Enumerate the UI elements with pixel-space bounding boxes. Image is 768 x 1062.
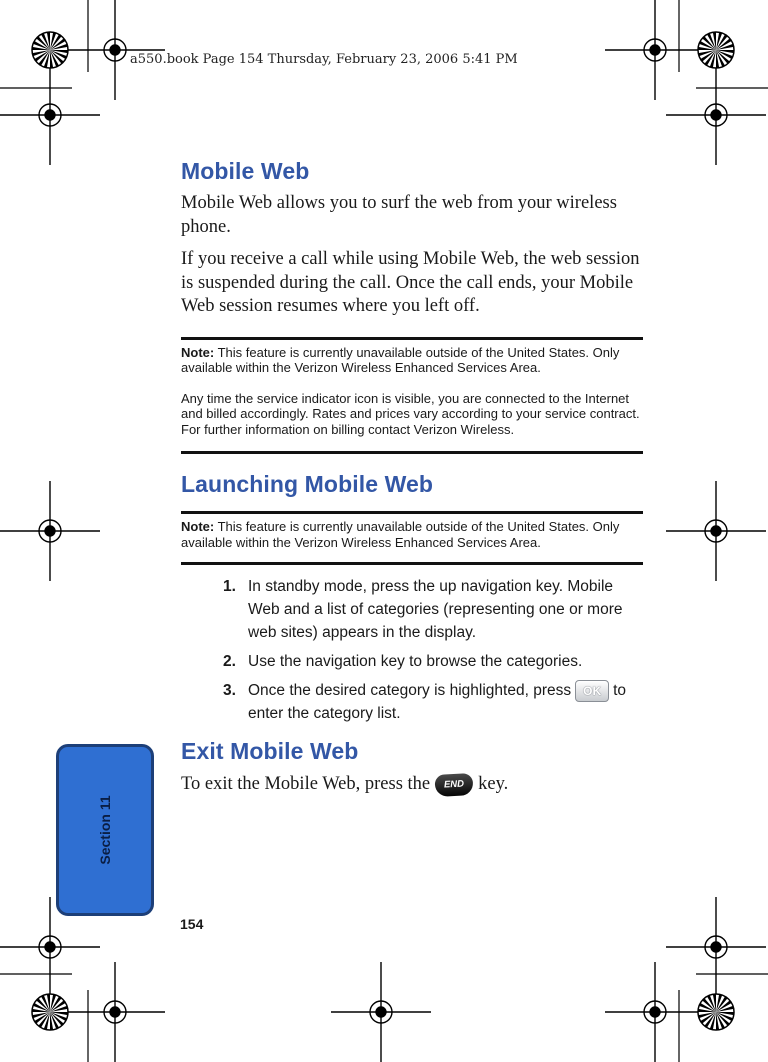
step-text: Once the desired category is highlighted, press (248, 682, 572, 699)
note-box-availability (181, 511, 643, 565)
heading-mobile-web: Mobile Web (181, 158, 310, 184)
end-key-icon: END (435, 773, 474, 797)
registration-crosshair (331, 962, 431, 1062)
ok-key-icon: OK (575, 680, 609, 702)
exit-text-end: key. (478, 774, 509, 794)
list-item (181, 679, 643, 725)
registration-crosshair (666, 65, 766, 165)
note-label: Note: (181, 519, 215, 534)
exit-text: To exit the Mobile Web, press the (181, 774, 431, 794)
registration-crosshair (605, 962, 705, 1062)
step-text: In standby mode, press the up navigation key. Mobile Web and a list of categories (representing one or more web sites) appears in the display. (248, 578, 623, 641)
paragraph-call-suspend: If you receive a call while using Mobile Web, the web session is suspended during the call. Once the call ends, your Mobile Web session resumes where you left off. (181, 249, 640, 316)
step-text-continued: to enter the category list. (248, 682, 627, 722)
paragraph-intro: Mobile Web allows you to surf the web from your wireless phone. (181, 193, 617, 237)
heading-exit-mobile-web: Exit Mobile Web (181, 738, 359, 764)
note-box-billing (181, 337, 643, 455)
registration-crosshair (0, 65, 100, 165)
step-number: 2. (223, 653, 236, 670)
list-item (181, 650, 643, 673)
registration-crosshair (666, 897, 766, 997)
note-label: Note: (181, 344, 215, 360)
steps-list (181, 575, 643, 725)
registration-crosshair (65, 962, 165, 1062)
registration-crosshair (65, 0, 165, 100)
step-text: Use the navigation key to browse the categories. (248, 653, 583, 670)
note-text (181, 345, 643, 376)
registration-crosshair (605, 0, 705, 100)
note-body: This feature is currently unavailable outside of the United States. Only available within the Verizon Wireless Enhanced Services Area. (181, 519, 620, 550)
section-tab (56, 744, 154, 916)
registration-starburst (32, 994, 68, 1030)
note-billing-text: Any time the service indicator icon is visible, you are connected to the Internet and billed accordingly. Rates and prices vary according to your service contract. For further information on billing contact Verizon Wireless. (181, 390, 640, 437)
section-label: Section 11 (97, 795, 113, 865)
registration-starburst (32, 32, 68, 68)
note-text (181, 519, 643, 550)
registration-crosshair (0, 481, 100, 581)
note-body: This feature is currently unavailable outside of the United States. Only available within the Verizon Wireless Enhanced Services Area. (181, 344, 620, 375)
registration-starburst (698, 32, 734, 68)
main-content (181, 158, 643, 797)
registration-crosshair (666, 481, 766, 581)
heading-launching-mobile-web: Launching Mobile Web (181, 471, 434, 497)
registration-starburst (698, 994, 734, 1030)
step-number: 3. (223, 682, 236, 699)
list-item (181, 575, 643, 644)
book-header-info: a550.book Page 154 Thursday, February 23, 2006 5:41 PM (130, 52, 518, 67)
step-number: 1. (223, 578, 236, 595)
paragraph-exit (181, 773, 643, 797)
page-number: 154 (180, 916, 204, 932)
